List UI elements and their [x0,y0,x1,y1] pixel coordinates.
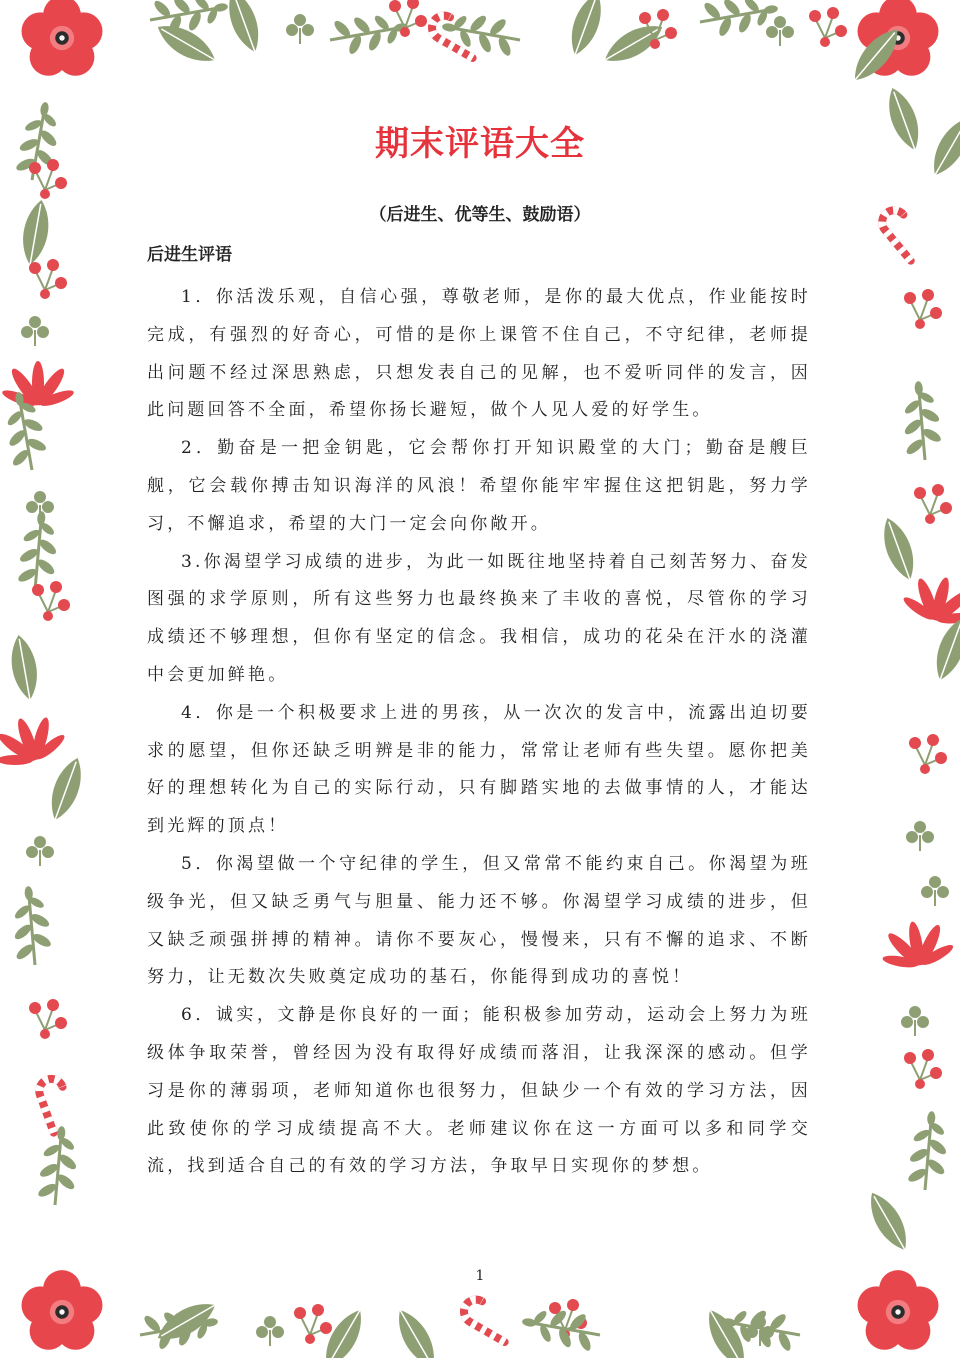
paragraph-1: 1．你活泼乐观，自信心强，尊敬老师，是你的最大优点，作业能按时完成，有强烈的好奇心，可惜的是你上课管不住自己，不守纪律，老师提出问题不经过深思熟虑，只想发表自己的见解，也不爱听同伴的发言，因此问题回答不全面，希望你扬长避短，做个人见人爱的好学生。 [147,287,811,421]
paragraph-5: 5．你渴望做一个守纪律的学生，但又常常不能约束自己。你渴望为班级争光，但又缺乏勇气与胆量、能力还不够。你渴望学习成绩的进步，但又缺乏顽强拼搏的精神。请你不要灰心，慢慢来，只有不懈的追求、不断努力，让无数次失败奠定成功的基石，你能得到成功的喜悦！ [147,853,811,988]
section-heading: 后进生评语 [147,245,232,265]
document-title: 期末评语大全 [375,124,585,164]
clover-icon [286,14,314,44]
page-number: 1 [475,1268,485,1284]
paragraph-4: 4．你是一个积极要求上进的男孩，从一次次的发言中，流露出迫切要求的愿望，但你还缺乏明辨是非的能力，常常让老师有些失望。愿你把美好的理想转化为自己的实际行动，只有脚踏实地的去做事情的人，才能达到光辉的顶点！ [147,702,811,837]
paragraph-3: 3.你渴望学习成绩的进步，为此一如既往地坚持着自己刻苦努力、奋发图强的求学原则，所有这些努力也最终换来了丰收的喜悦，尽管你的学习成绩还不够理想，但你有坚定的信念。我相信，成功的花朵在汗水的浇灌中会更加鲜艳。 [147,551,811,685]
paragraph-6: 6．诚实，文静是你良好的一面；能积极参加劳动，运动会上努力为班级体争取荣誉，曾经因为没有取得好成绩而落泪，让我深深的感动。但学习是你的薄弱项，老师知道你也很努力，但缺少一个有效的学习方法，因此致使你的学习成绩提高不大。老师建议你在这一方面可以多和同学交流，找到适合自己的有效的学习方法，争取早日实现你的梦想。 [147,1005,811,1177]
candy-cane-icon [428,11,485,58]
flower-icon [22,0,103,76]
paragraph-2: 2．勤奋是一把金钥匙，它会帮你打开知识殿堂的大门；勤奋是艘巨舰，它会载你搏击知识海洋的风浪！希望你能牢牢握住这把钥匙，努力学习，不懈追求，希望的大门一定会向你敞开。 [147,438,811,534]
flower-icon [1,361,76,409]
document-body [147,279,811,1186]
document-subtitle: （后进生、优等生、鼓励语） [369,205,591,225]
